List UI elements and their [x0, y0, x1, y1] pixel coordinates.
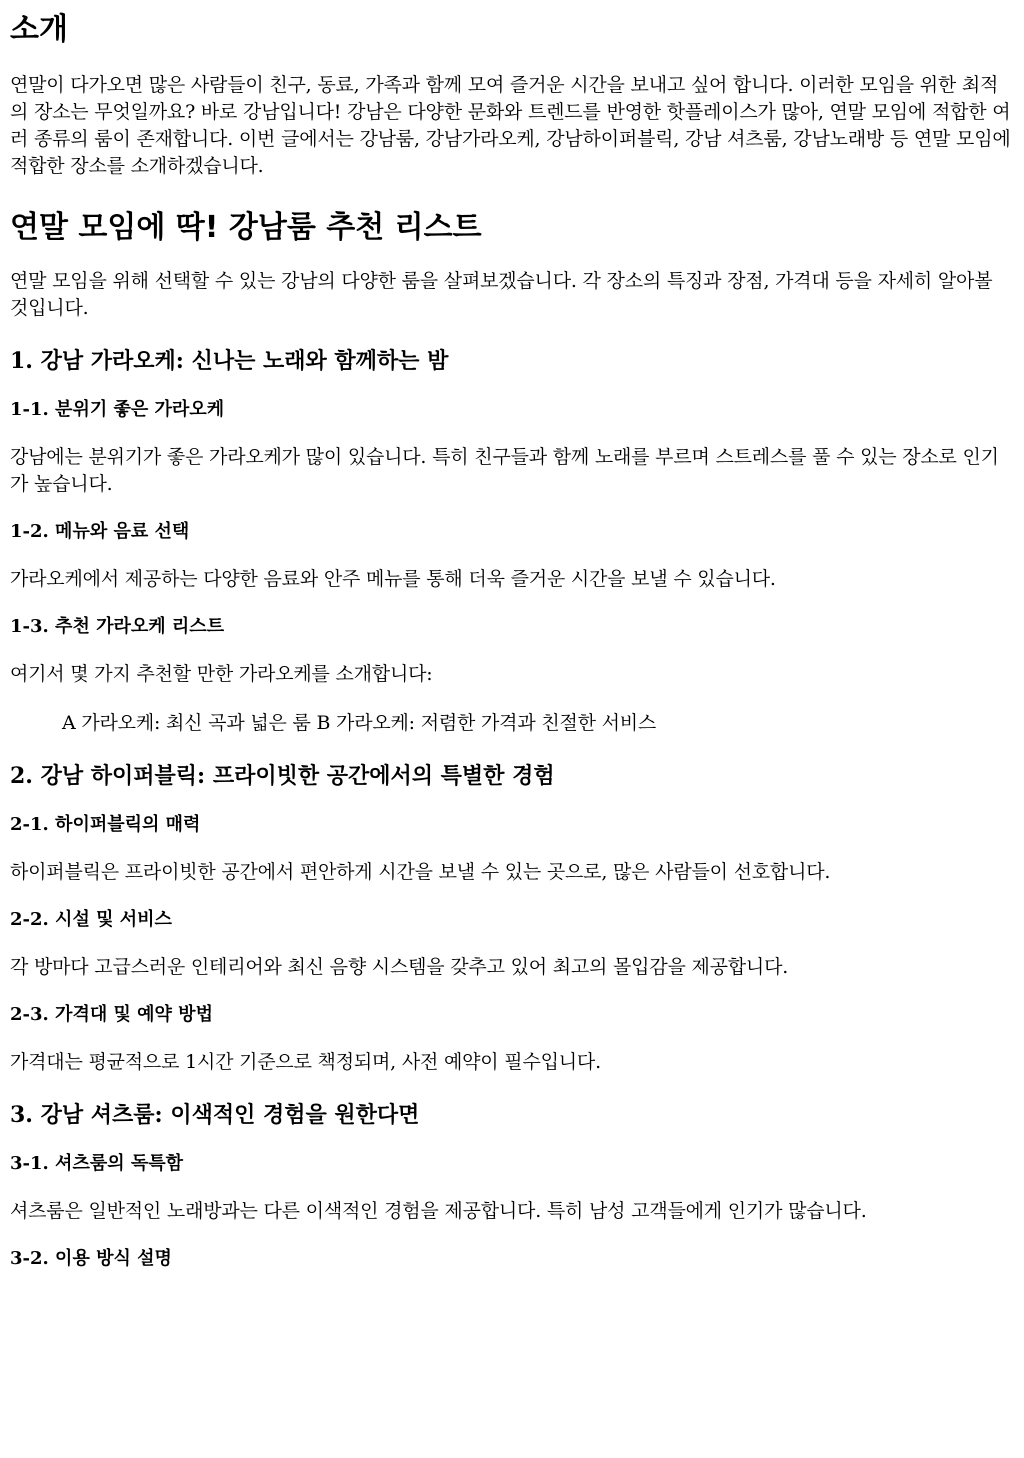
section1-2-text: 가라오케에서 제공하는 다양한 음료와 안주 메뉴를 통해 더욱 즐거운 시간을 보낼 수 있습니다.	[10, 568, 776, 590]
list-paragraph: 연말 모임을 위해 선택할 수 있는 강남의 다양한 룸을 살펴보겠습니다. 각 장소의 특징과 장점, 가격대 등을 자세히 알아볼 것입니다.	[10, 270, 993, 319]
document-page	[0, 12, 1024, 1271]
intro-paragraph: 연말이 다가오면 많은 사람들이 친구, 동료, 가족과 함께 모여 즐거운 시간을 보내고 싶어 합니다. 이러한 모임을 위한 최적의 장소는 무엇일까요? 바로 강남입니다! 강남은 다양한 문화와 트렌드를 반영한 핫플레이스가 많아, 연말 모임에 적합한 여러 종류의 룸이 존재합니다. 이번 글에서는 강남룸, 강남가라오케, 강남하이퍼블릭, 강남 셔츠룸, 강남노래방 등 연말 모임에 적합한 장소를 소개하겠습니다.	[10, 74, 1011, 177]
section3-1-text: 셔츠룸은 일반적인 노래방과는 다른 이색적인 경험을 제공합니다. 특히 남성 고객들에게 인기가 많습니다.	[10, 1200, 867, 1222]
section1-1-text: 강남에는 분위기가 좋은 가라오케가 많이 있습니다. 특히 친구들과 함께 노래를 부르며 스트레스를 풀 수 있는 장소로 인기가 높습니다.	[10, 446, 999, 495]
section2-heading: 2. 강남 하이퍼블릭: 프라이빗한 공간에서의 특별한 경험	[10, 763, 555, 789]
section2-2-title: 2-2. 시설 및 서비스	[10, 909, 172, 930]
section1-2-title: 1-2. 메뉴와 음료 선택	[10, 521, 190, 542]
section3-heading: 3. 강남 셔츠룸: 이색적인 경험을 원한다면	[10, 1102, 420, 1128]
section1-1-title: 1-1. 분위기 좋은 가라오케	[10, 399, 225, 420]
section2-3-text: 가격대는 평균적으로 1시간 기준으로 책정되며, 사전 예약이 필수입니다.	[10, 1051, 601, 1073]
section3-1-title: 3-1. 셔츠룸의 독특함	[10, 1153, 184, 1174]
section2-2-text: 각 방마다 고급스러운 인테리어와 최신 음향 시스템을 갖추고 있어 최고의 몰입감을 제공합니다.	[10, 956, 789, 978]
intro-heading: 소개	[10, 12, 68, 47]
section2-1-title: 2-1. 하이퍼블릭의 매력	[10, 814, 201, 835]
section2-3-title: 2-3. 가격대 및 예약 방법	[10, 1004, 213, 1025]
section2-1-text: 하이퍼블릭은 프라이빗한 공간에서 편안하게 시간을 보낼 수 있는 곳으로, 많은 사람들이 선호합니다.	[10, 861, 831, 883]
section1-3-text: 여기서 몇 가지 추천할 만한 가라오케를 소개합니다:	[10, 663, 433, 685]
section1-heading: 1. 강남 가라오케: 신나는 노래와 함께하는 밤	[10, 348, 449, 374]
section1-3-title: 1-3. 추천 가라오케 리스트	[10, 616, 225, 637]
karaoke-recommendation-list: A 가라오케: 최신 곡과 넓은 룸 B 가라오케: 저렴한 가격과 친절한 서비스	[62, 712, 657, 734]
section3-2-title: 3-2. 이용 방식 설명	[10, 1248, 172, 1269]
list-heading: 연말 모임에 딱! 강남룸 추천 리스트	[10, 210, 482, 245]
